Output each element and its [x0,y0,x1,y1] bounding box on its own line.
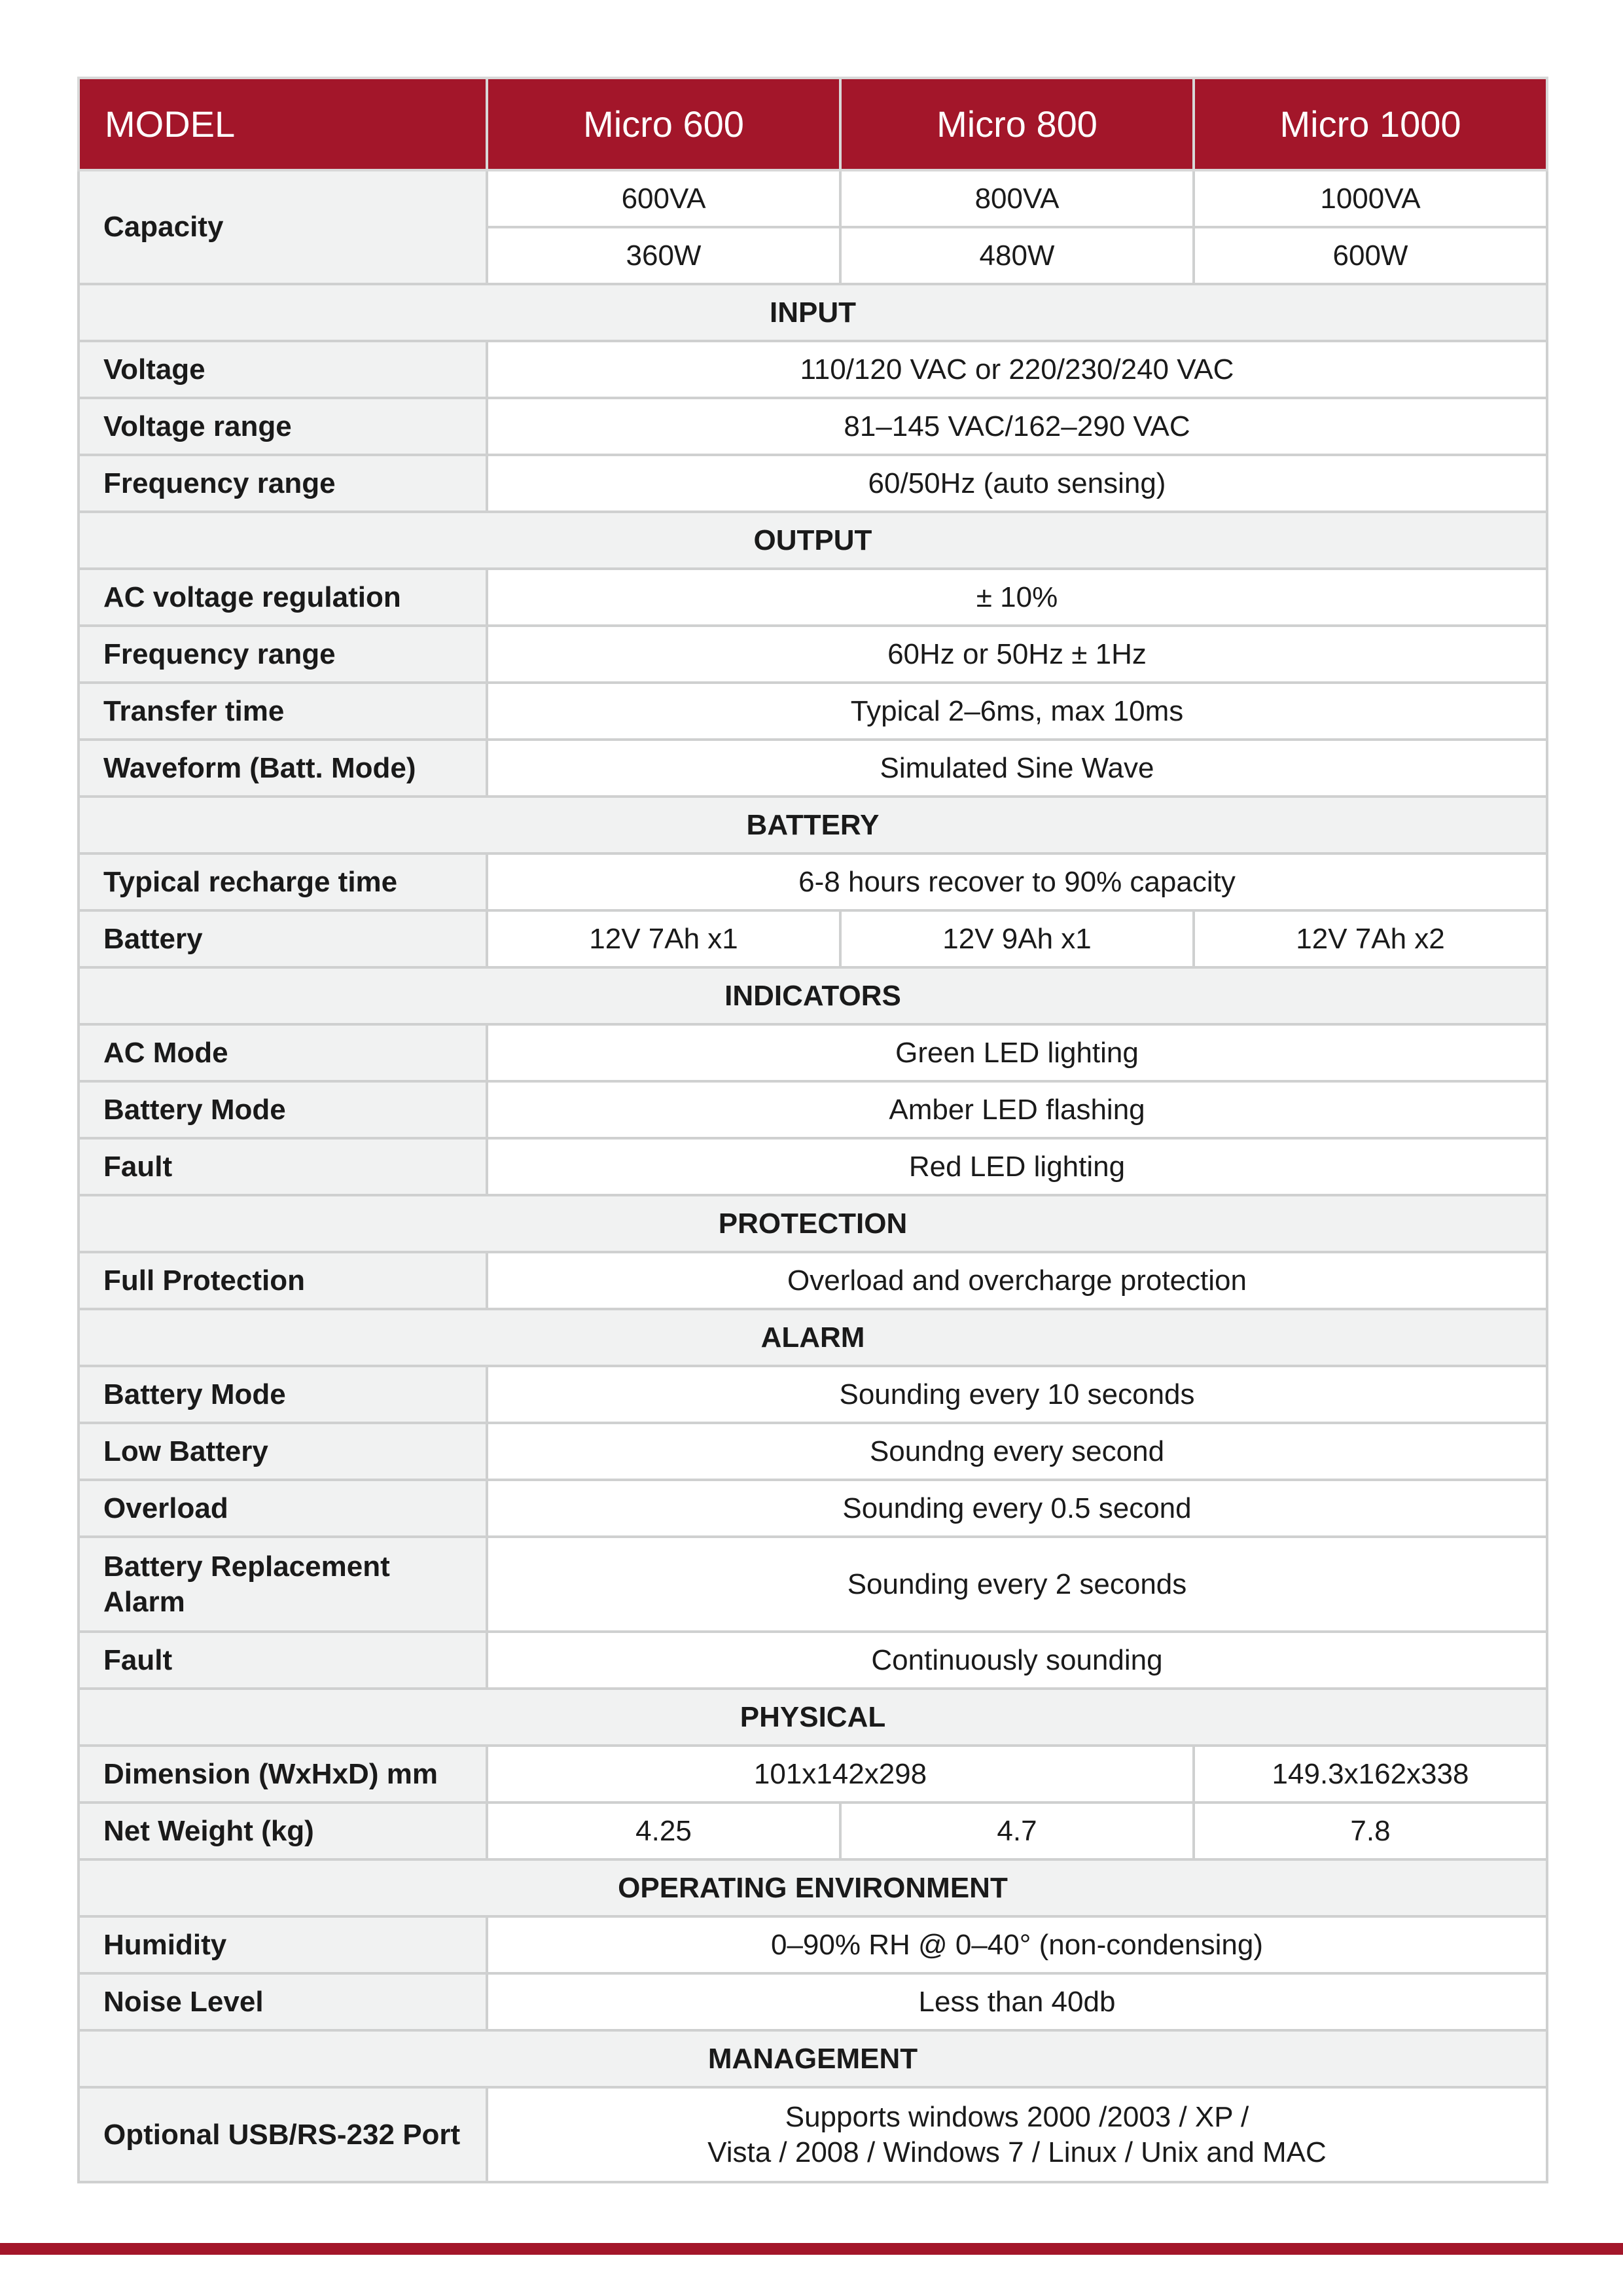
row-label: Frequency range [79,626,487,683]
table-row [79,626,1547,683]
cell-value: 81–145 VAC/162–290 VAC [487,398,1547,455]
row-label: Frequency range [79,455,487,512]
table-row [79,683,1547,740]
row-label: Full Protection [79,1252,487,1309]
cell-value: 800VA [840,170,1194,227]
table-row [79,1480,1547,1537]
section-header-management [79,2030,1547,2087]
section-header-alarm [79,1309,1547,1366]
row-label: Transfer time [79,683,487,740]
cell-value: Typical 2–6ms, max 10ms [487,683,1547,740]
model-micro-1000: Micro 1000 [1194,78,1547,170]
row-label: Battery [79,910,487,967]
section-title: OUTPUT [79,512,1547,569]
row-label: Overload [79,1480,487,1537]
section-title: MANAGEMENT [79,2030,1547,2087]
cell-value: Sounding every 0.5 second [487,1480,1547,1537]
cell-value: Soundng every second [487,1423,1547,1480]
cell-value: Amber LED flashing [487,1081,1547,1138]
row-label: AC Mode [79,1024,487,1081]
model-micro-600: Micro 600 [487,78,840,170]
row-label: Low Battery [79,1423,487,1480]
cell-value: 4.25 [487,1803,840,1859]
cell-value: Sounding every 10 seconds [487,1366,1547,1423]
table-row [79,1024,1547,1081]
table-row [79,1973,1547,2030]
row-label: Voltage [79,341,487,398]
table-row [79,341,1547,398]
row-label [79,1537,487,1632]
section-title: INDICATORS [79,967,1547,1024]
section-title: PHYSICAL [79,1689,1547,1746]
cell-value [487,2087,1547,2182]
section-header-input [79,284,1547,341]
row-label: Net Weight (kg) [79,1803,487,1859]
section-header-physical [79,1689,1547,1746]
row-label-line: Alarm [103,1585,185,1618]
spec-table [77,77,1548,2183]
table-row [79,170,1547,227]
cell-value: 6-8 hours recover to 90% capacity [487,853,1547,910]
row-label: Typical recharge time [79,853,487,910]
table-row [79,910,1547,967]
model-header: MODEL [79,78,487,170]
table-row [79,2087,1547,2182]
table-row [79,1916,1547,1973]
section-header-battery [79,797,1547,853]
row-label: Voltage range [79,398,487,455]
table-row [79,1803,1547,1859]
cell-value-line: Vista / 2008 / Windows 7 / Linux / Unix and MAC [707,2136,1327,2168]
cell-value: 12V 9Ah x1 [840,910,1194,967]
section-header-environment [79,1859,1547,1916]
row-label: Capacity [79,170,487,284]
table-row [79,1366,1547,1423]
table-row [79,398,1547,455]
row-label: Fault [79,1138,487,1195]
cell-value: Red LED lighting [487,1138,1547,1195]
cell-value: 12V 7Ah x2 [1194,910,1547,967]
cell-value: 101x142x298 [487,1746,1194,1803]
table-row [79,1423,1547,1480]
cell-value: Overload and overcharge protection [487,1252,1547,1309]
table-row [79,1746,1547,1803]
section-title: OPERATING ENVIRONMENT [79,1859,1547,1916]
cell-value: Simulated Sine Wave [487,740,1547,797]
header-row [79,78,1547,170]
table-row [79,853,1547,910]
cell-value: 600VA [487,170,840,227]
section-title: BATTERY [79,797,1547,853]
section-title: ALARM [79,1309,1547,1366]
table-row [79,455,1547,512]
table-row [79,1252,1547,1309]
cell-value: Continuously sounding [487,1632,1547,1689]
table-row [79,1632,1547,1689]
cell-value: 4.7 [840,1803,1194,1859]
cell-value: Less than 40db [487,1973,1547,2030]
row-label: Battery Mode [79,1081,487,1138]
model-micro-800: Micro 800 [840,78,1194,170]
table-row [79,740,1547,797]
table-row [79,1138,1547,1195]
row-label: AC voltage regulation [79,569,487,626]
table-row [79,569,1547,626]
row-label: Waveform (Batt. Mode) [79,740,487,797]
cell-value: 0–90% RH @ 0–40° (non-condensing) [487,1916,1547,1973]
cell-value: 600W [1194,227,1547,284]
row-label: Fault [79,1632,487,1689]
row-label-line: Battery Replacement [103,1550,390,1583]
cell-value-line: Supports windows 2000 /2003 / XP / [785,2100,1249,2133]
cell-value: 480W [840,227,1194,284]
section-header-output [79,512,1547,569]
section-title: PROTECTION [79,1195,1547,1252]
cell-value: Green LED lighting [487,1024,1547,1081]
section-header-protection [79,1195,1547,1252]
row-label: Battery Mode [79,1366,487,1423]
section-title: INPUT [79,284,1547,341]
cell-value: Sounding every 2 seconds [487,1537,1547,1632]
row-label: Optional USB/RS-232 Port [79,2087,487,2182]
cell-value: 60/50Hz (auto sensing) [487,455,1547,512]
row-label: Humidity [79,1916,487,1973]
cell-value: ± 10% [487,569,1547,626]
cell-value: 7.8 [1194,1803,1547,1859]
row-label: Noise Level [79,1973,487,2030]
cell-value: 360W [487,227,840,284]
row-label: Dimension (WxHxD) mm [79,1746,487,1803]
cell-value: 110/120 VAC or 220/230/240 VAC [487,341,1547,398]
table-row [79,1081,1547,1138]
footer-bar [0,2243,1623,2255]
cell-value: 149.3x162x338 [1194,1746,1547,1803]
cell-value: 12V 7Ah x1 [487,910,840,967]
cell-value: 1000VA [1194,170,1547,227]
cell-value: 60Hz or 50Hz ± 1Hz [487,626,1547,683]
section-header-indicators [79,967,1547,1024]
table-row [79,1537,1547,1632]
